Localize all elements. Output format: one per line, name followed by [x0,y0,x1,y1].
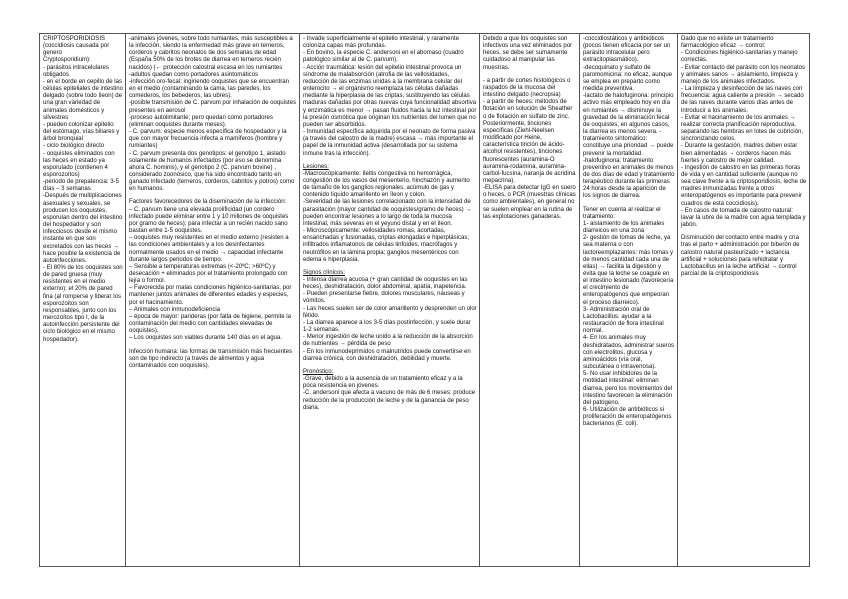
treatment-steps-text: Tener en cuenta al realizar el tratamiento: 1- aislamiento de los animales diarreicos en una zona 2- gestión de tomas de leche, ya sea materna o con lactoreemplazantes: más tomas y de menos cantidad cada una de ellas) → facilita la digestión y evita que la leche se coagule en el intestino lesionado (favorecería el crecimiento de enteropatógenos que empeoran el proceso diarreico). 3- Administración oral de Lactobacillus: ayudar a la restauración de flora intestinal normal. 4- En los animales muy deshidratados, administrar sueros con electrolitos, glucosa y aminoácidos (vía oral, subcutánea o intravenosa). 5- No usar inhibidores de la motilidad intestinal: eliminan diarrea, pero los movimientos del intestino favorecen la eliminación del patógeno. 6- Utilización de antibióticos si proliferación de enteropatógenos bacterianos (E. coli). [583,206,675,428]
column-epidemiology [126,34,300,567]
table-row [40,34,810,567]
column-diagnosis [480,34,580,567]
human-infection-text: Infección humana: las formas de transmisión más frecuentes son de tipo indirecto (a través de alimentos y agua contaminados con ooquistes). [129,348,293,369]
clinical-signs-text: Signos clínicos: - Intensa diarrea acuosa (+ gran cantidad de ooquistes en las heces), deshidratación, dolor abdominal, apatía, inapetencia. - Pueden presentarse fiebre, dolores musculares, náuseas y vómitos. - Las heces suelen ser de color amarillento y desprenden un olor fétido. - La diarrea aparece a los 3-5 días postinfección, y suele durar 1-2 semanas. - Menor ingestión de leche unido a la reducción de la absorción de nutrientes → pérdida de peso - En los inmunodeprimidos o malnutridos puede convertirse en diarrea crónica, con deshidratación, debilidad y muerte. [303,269,477,362]
notes-table [39,33,810,567]
drugs-text: -coccidiostáticos y antibióticos (pocos tienen eficacia por ser un parásito intracelular pero extracitoplasmático). -decoquinato y sulfato de paromomicina: no eficaz, aunque se emplea en preparto como medida preventiva. -lactato de halofuginona: principio activo más empleado hoy en día en rumiantes → disminuye la gravedad de la eliminación fecal de ooquistes, en algunos casos, la diarrea es menos severa. -tratamiento sintomático: constituye una prioridad → puede prevenir la mortalidad. -halofuginona: tratamiento preventivo en animales de menos de dos días de edad y tratamiento terapéutico durante las primeras 24 horas desde la aparición de los signos de diarrea. [583,36,675,200]
diagnostic-methods-text: - a partir de cortes histológicos o raspados de la mucosa del intestino delgado (necropsia) - a partir de heces: métodos de flotación en solución de Sheather o de flotación en sulfato de zinc. Posteriormente, tinciones específicas (Ziehl-Neelsen modificado por Heine, característica tinción de ácido-alcohol resistentes), tinciones fluorescentes (auramina-O auramina-rodamina, auramina-carbol-fucsina, naranja de acridina mepacrina). -ELISA para detectar IgG en suero o heces, o PCR (muestras clínicas como ambientales), en general no se suelen emplear en la rutina de las explotaciones ganaderas. [483,77,576,220]
lesions-text: Lesiones: -Macroscópicamente: íleitis congestiva no hemorrágica, congestión de los vasos del mesenterio, hinchazón y aumento de tamaño de los ganglios regionales, acúmulo de gas y contenido líquido amarillento en íleon y colon. -Severidad de las lesiones correlacionado con la intensidad de parasitación (mayor cantidad de ooquistes/gramo de heces) → pueden encontrar lesiones a lo largo de toda la mucosa intestinal, más severas en el yeyuno distal y en el íleon. - Microscópicamente: vellosidades romas, acortadas, ensanchadas y fusionadas, criptas elongadas e hiperplásicas; infiltrados inflamatorios de células linfoides, macrófagos y neutrófilos en la lámina propia; ganglios mesentéricos con edema e hiperplasia. [303,163,472,263]
pathogenesis-text: - Invade superficialmente el epitelio intestinal, y raramente coloniza capas más profundas. - En bovino, la especie C. andersoni en el abomaso (cuadro patológico similar al de C. parvum). - Acción traumática: lesión del epitelio intestinal provoca un síndrome de malabsorción (atrofia de las vellosidades, reducción de las enzimas unidas a la membrana celular del enterocito → el organismo reemplaza las células dañadas mediante la hiperplasia de las criptas, sustituyendo las células maduras dañadas por otras nuevas cuya funcionalidad absortiva y enzimática es menor → pasan fluidos hacia la luz intestinal por la presión osmótica que originan los nutrientes del lumen que no pueden ser absorbidos. - Inmunidad específica adquirida por el neonato de forma pasiva (a través del calostro de la madre) escasa → más importante el papel de la inmunidad activa (desarrollada por su sistema inmune tras la infección). [303,36,477,157]
cycle-text: CRIPTOSPORIDIOSIS (coccidiosis causada por genero Cryptosporidium): - parásitos intracelulares obligados - en el borde en cepillo de las células epiteliales de intestino delgado (sobre todo íleon) de una gran variedad de animales domésticos y silvestres - pueden colonizar epitelio del estómago, vías biliares y árbol bronquial - ciclo biológico directo - ooquistes eliminados con las heces en estado ya esporulado (contienen 4 esporozoítos) -periodo de prepatencia: 3-5 días – 3 semanas -Después de multiplicaciones asexuales y sexuales, se producen los ooquistes, esporulan dentro del intestino del hospedador y son infecciosos desde el mismo instante en que son excretados con las heces → hace posible la existencia de autoinfecciones. - El 80% de los ooquistes son de pared gruesa (muy resistentes en el medio externo); el 20% de pared fina (al romperse y liberar los esporozoitos son responsables, junto con los merozoítos tipo I, de la autoinfección persistente del ciclo biológico en el mismo hospedador). [43,36,124,343]
section-heading: Signos clínicos: [303,269,346,276]
document-page [39,33,809,567]
prognosis-text: Pronóstico: -Grave, debido a la ausencia de un tratamiento eficaz y a la poca resistencia en jóvenes. -C. andersoni que afecta a vacuno de más de 6 meses: produce reducción de la producción de leche y de la ganancia de peso diaria. [303,368,476,411]
epidemiology-text: -animales jóvenes, sobre todo rumiantes, más susceptibles a la infección, siendo la enfermedad más grave en terneros, corderos y cabritos neonatos de dos semanas de edad (España 50% de los brotes de diarrea en terneros recién nacidos) (← protección calostral escasa en los rumiantes -adultos quedan como portadores asintomáticos -infección oro-fecal: ingiriendo ooquistes que se encuentran en el medio (contaminando la cama, las paredes, los comederos, los bebederos, las ubres). -posible transmisión de C. parvum por inhalación de ooquistes presentes en aerosol -proceso autolimitante; pero quedan como portadores (eliminan ooquistes durante meses). - C. parvum: especie menos específica de hospedador y la que con mayor frecuencia infecta a mamíferos (hombre y rumiantes) - C. parvum presenta dos genotipos: el genotipo 1, aislado solamente de humanos infectados (por eso se denomina ahora C. hominis), y el genotipo 2 (C. parvum bovine) , considerado zoonósico, que ha sido encontrado tanto en ganado infectado (terneros, corderos, cabritos y potros) como en humanos. [129,36,297,193]
column-pathogenesis [300,34,480,567]
sample-handling-text: Debido a que los ooquistes son infectivos una vez eliminados por heces, se debe ser sumamente cuidadoso al manipular las muestras. [483,36,573,71]
risk-factors-text: Factores favorecedores de la diseminación de la infección: – C. parvum tiene una elevada prolificidad (un cordero infectado puede eliminar entre 1 y 10 millones de ooquistes por gramo de heces); para infectar a un recién nacido sano bastan entre 1-5 ooquistes. – ooquistes muy resistentes en el medio externo (resisten a las condiciones ambientales y a los desinfectantes normalmente usados en el medio → capacidad infectante durante largos periodos de tiempo. – Sensible a temperaturas extremas (<-20ºC; >60ºC) y desecación + eliminados por el tratamiento prolongado con lejía o formol. – Favorecida por malas condiciones higiénico-sanitarias, por mantener juntos animales de diferentes edades y especies, por el hacinamiento. – Animales con inmunodeficiencia – época de mayor: parideras (por falta de higiene, permite la contaminación del medio con cantidades elevadas de ooquistes). – Los ooquistes son viables durante 140 días en el agua. [129,199,292,342]
section-heading: Lesiones: [303,163,329,170]
control-measures-text: Dado que no existe un tratamiento farmacológico eficaz → control: - Condiciones higiénico-sanitarias y manejo correctas. - Evitar contacto del parásito con los neonatos y animales sanos → aislamiento, limpieza y manejo de los animales infectados. - La limpieza y desinfección de las naves con frecuencia: agua caliente a presión → secado de las naves durante varios días antes de introducir a los animales. - Evitar el hacinamiento de los animales → realizar correcta planificación reproductiva, separando las hembras en lotes de cubrición, sincronizando celos. - Durante la gestación, madres deben estar bien alimentadas → corderos nacen más fuertes y calostro de mejor calidad. - Ingestión de calostro en las primeras horas de vida y en cantidad suficiente (aunque no sea clave frente a la criptosporidiosis, leche de madres inmunizadas frente a otros enteropatógenos es importante para prevenir cuadros de esta coccidiosis). - En casos de tomada de calostro natural: lavar la ubre de la madre con agua templada y jabón. [681,36,807,229]
column-treatment [580,34,678,567]
column-life-cycle [40,34,126,567]
column-control [678,34,810,567]
section-heading: Pronóstico: [303,368,334,375]
colostrum-control-text: Disminución del contacto entre madre y cría tras el parto + administración por biberón de calostro natural pasteurizado + lactancia artificial + soluciones para rehidratar y Lactobacillus en la leche artificial → control parcial de la criptosporidiosis [681,235,800,277]
